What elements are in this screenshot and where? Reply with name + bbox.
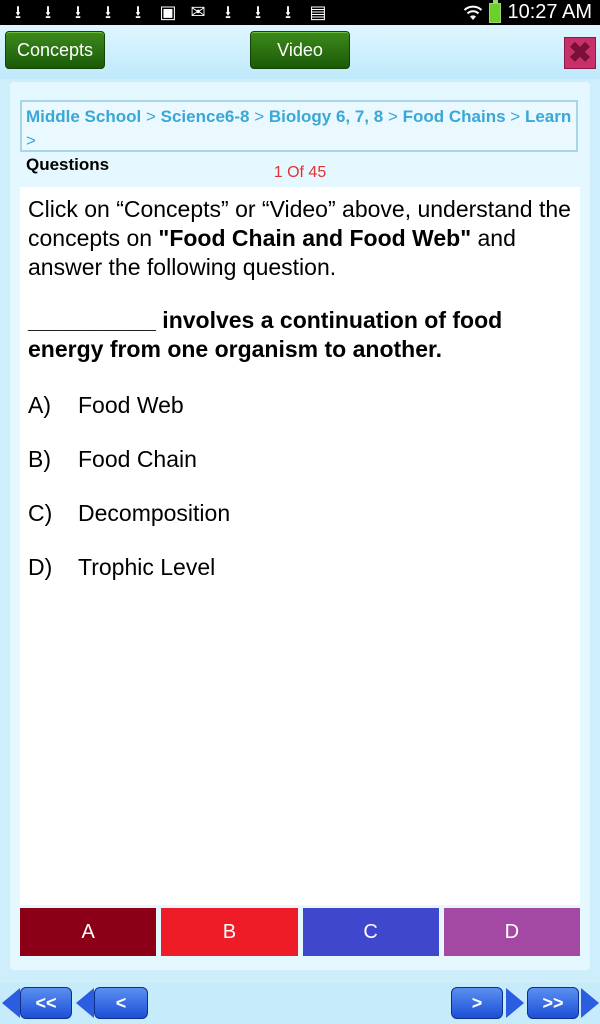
option-b: B) Food Chain (28, 446, 197, 472)
download-icon: ⭳ (134, 1, 142, 23)
image-icon: ▣ (159, 1, 177, 23)
option-text: Food Web (78, 392, 184, 418)
question-text: __________ involves a continuation of food energy from one organism to another. (28, 307, 503, 362)
question-content (20, 187, 580, 905)
answer-a-button[interactable]: A (20, 908, 156, 956)
mail-icon: ✉ (190, 1, 206, 23)
status-bar (0, 0, 600, 25)
close-icon: ✖ (568, 37, 592, 68)
download-icon: ⭳ (224, 1, 232, 23)
option-d: D) Trophic Level (28, 554, 216, 580)
answer-b-button[interactable]: B (161, 908, 297, 956)
breadcrumb-science[interactable]: Science6-8 (160, 107, 250, 126)
option-text: Decomposition (78, 500, 231, 526)
first-question-button[interactable]: << (20, 987, 72, 1019)
option-a: A) Food Web (28, 392, 184, 418)
video-button[interactable]: Video (250, 31, 350, 69)
download-icon: ⭳ (44, 1, 52, 23)
breadcrumb-middle-school[interactable]: Middle School (26, 107, 142, 126)
battery-icon (489, 3, 501, 23)
instruction-text: Click on “Concepts” or “Video” above, understand the concepts on "Food Chain and Food Web" and answer the following question. (28, 196, 571, 280)
option-text: Food Chain (78, 446, 197, 472)
breadcrumb-learn[interactable]: Learn (524, 107, 572, 126)
breadcrumb-biology[interactable]: Biology 6, 7, 8 (268, 107, 384, 126)
download-icon: ⭳ (74, 1, 82, 23)
arrow-left-icon (2, 988, 20, 1018)
notification-icons (0, 3, 328, 23)
option-c: C) Decomposition (28, 500, 231, 526)
breadcrumb: Middle School > Science6-8 > Biology 6, 7, 8 > Food Chains > Learn > Questions (20, 100, 578, 152)
arrow-right-icon (506, 988, 524, 1018)
bottom-navigation (0, 983, 600, 1024)
close-button[interactable] (564, 37, 596, 69)
download-icon: ⭳ (104, 1, 112, 23)
arrow-left-icon (76, 988, 94, 1018)
question-counter: 1 Of 45 (273, 164, 327, 181)
clock: 10:27 AM (507, 1, 592, 23)
next-question-button[interactable]: > (451, 987, 503, 1019)
download-icon: ⭳ (284, 1, 292, 23)
previous-question-button[interactable]: < (94, 987, 148, 1019)
clipboard-icon: ▤ (309, 1, 327, 23)
answer-d-button[interactable]: D (444, 908, 580, 956)
wifi-icon (463, 4, 483, 22)
last-question-button[interactable]: >> (527, 987, 579, 1019)
breadcrumb-food-chains[interactable]: Food Chains (402, 107, 506, 126)
download-icon: ⭳ (14, 1, 22, 23)
answer-c-button[interactable]: C (303, 908, 439, 956)
top-toolbar (0, 25, 600, 79)
breadcrumb-current: Questions (26, 155, 110, 174)
option-text: Trophic Level (78, 554, 216, 580)
download-icon: ⭳ (254, 1, 262, 23)
arrow-right-icon (581, 988, 599, 1018)
concepts-button[interactable]: Concepts (5, 31, 105, 69)
answer-buttons (20, 908, 580, 956)
